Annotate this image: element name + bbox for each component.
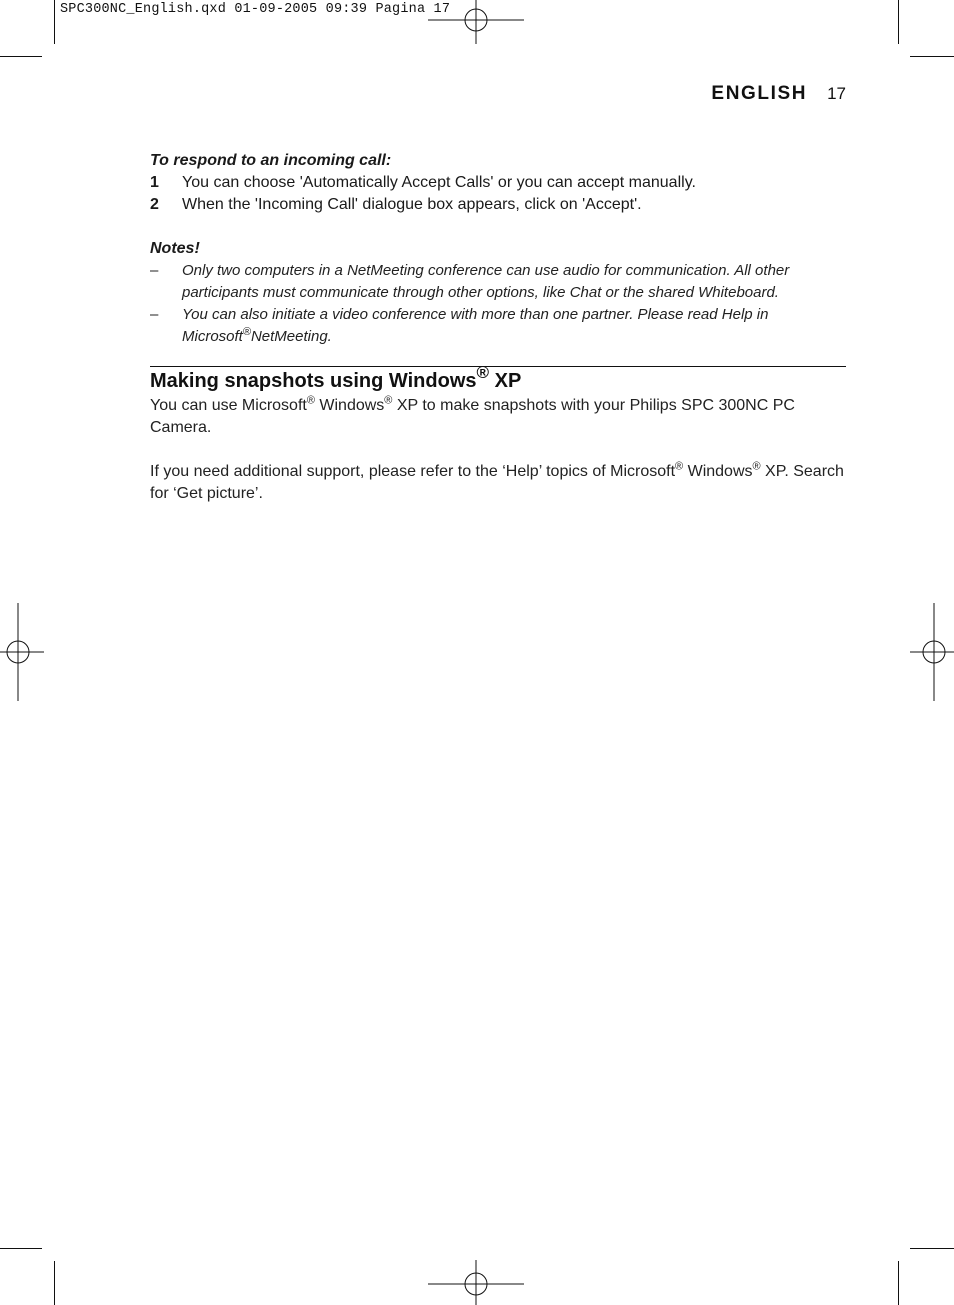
- note-text: [182, 304, 822, 348]
- note-item: [150, 304, 846, 348]
- notes-heading: Notes!: [150, 240, 200, 257]
- registration-mark-top-icon: [426, 0, 526, 44]
- note-item: [150, 260, 846, 304]
- note-text-part: NetMeeting.: [250, 328, 332, 345]
- crop-mark-bottom-left-horizontal: [0, 1248, 42, 1249]
- step-text: When the 'Incoming Call' dialogue box appears, click on 'Accept'.: [182, 196, 642, 213]
- registered-mark: ®: [476, 363, 490, 383]
- paragraph-text: You can use Microsoft: [150, 397, 307, 414]
- crop-mark-top-left-horizontal: [0, 56, 42, 57]
- crop-mark-top-left-vertical: [54, 0, 55, 44]
- running-header: [711, 83, 846, 105]
- page-content: [150, 150, 846, 505]
- step-number: 1: [150, 174, 159, 191]
- page-number: 17: [827, 84, 846, 103]
- incoming-call-heading: To respond to an incoming call:: [150, 152, 392, 169]
- crop-mark-bottom-right-horizontal: [910, 1248, 954, 1249]
- paragraph-text: XP to make snapshots with your Philips SPC 300NC PC Camera.: [150, 397, 795, 436]
- snapshots-paragraph: [150, 395, 846, 439]
- section-title-text: XP: [489, 370, 522, 392]
- section-title: [150, 363, 846, 395]
- paragraph-text: Windows: [314, 397, 385, 414]
- crop-mark-bottom-right-vertical: [898, 1261, 899, 1305]
- note-dash: –: [150, 306, 159, 323]
- registered-mark: ®: [752, 460, 761, 473]
- note-text-part: You can also initiate a video conference with more than one partner. Please read Help in Microsoft: [182, 306, 769, 345]
- registration-mark-right-icon: [910, 603, 954, 701]
- step-item: [150, 194, 846, 216]
- step-number: 2: [150, 196, 159, 213]
- section-title-text: Making snapshots using Windows: [150, 370, 477, 392]
- print-slug: SPC300NC_English.qxd 01-09-2005 09:39 Pagina 17: [60, 2, 451, 17]
- step-text: You can choose 'Automatically Accept Calls' or you can accept manually.: [182, 174, 696, 191]
- language-label: ENGLISH: [711, 83, 808, 104]
- registration-mark-left-icon: [0, 603, 44, 701]
- note-dash: –: [150, 262, 159, 279]
- registered-mark: ®: [675, 460, 684, 473]
- crop-mark-top-right-horizontal: [910, 56, 954, 57]
- registered-mark: ®: [242, 326, 251, 338]
- paragraph-text: If you need additional support, please refer to the ‘Help’ topics of Microsoft: [150, 463, 676, 480]
- note-text: Only two computers in a NetMeeting conference can use audio for communication. All other participants must communicate through other options, like Chat or the shared Whiteboard.: [182, 262, 790, 301]
- paragraph-text: Windows: [683, 463, 753, 480]
- crop-mark-bottom-left-vertical: [54, 1261, 55, 1305]
- registered-mark: ®: [306, 394, 315, 407]
- paragraph-text: XP. Search for ‘Get picture’.: [150, 463, 844, 502]
- registration-mark-bottom-icon: [426, 1260, 526, 1305]
- support-paragraph: [150, 461, 846, 505]
- registered-mark: ®: [384, 394, 393, 407]
- crop-mark-top-right-vertical: [898, 0, 899, 44]
- step-item: [150, 172, 846, 194]
